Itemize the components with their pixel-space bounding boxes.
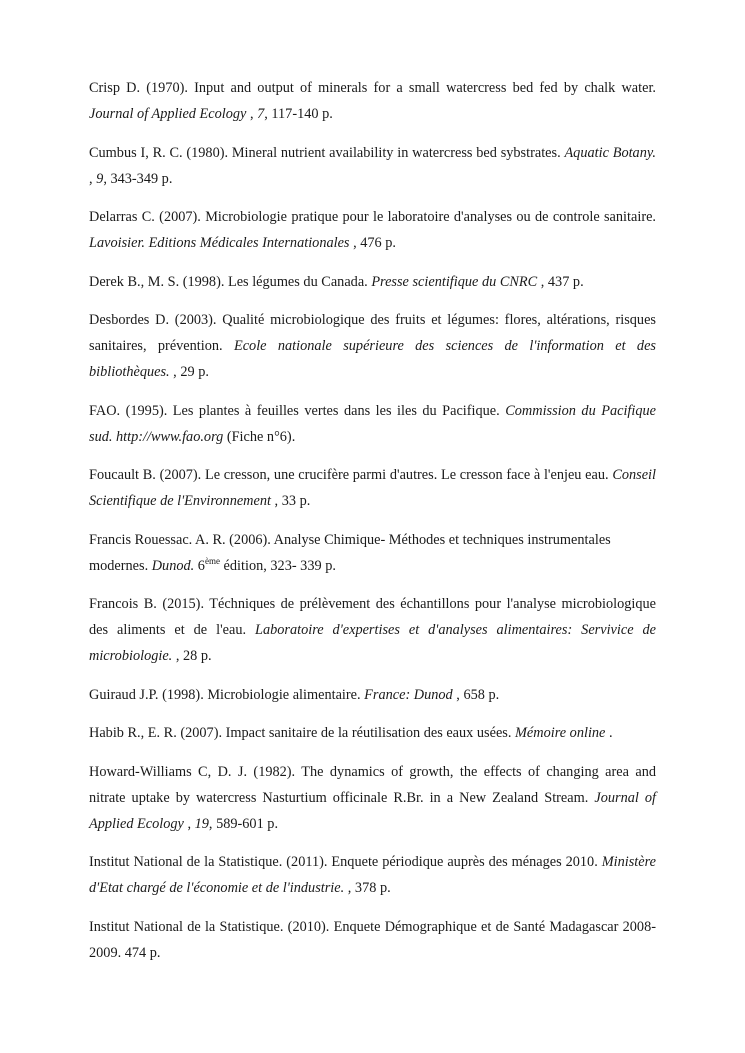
reference-entry [89,462,656,514]
reference-text: Desbordes D. (2003). Qualité microbiologique des fruits et légumes: flores, altérations, risques sanitaires, prévention. [89,312,656,354]
reference-text: , 29 p. [169,364,209,380]
reference-text: , 658 p. [452,686,500,703]
reference-entry [89,307,656,385]
reference-entry [89,398,656,450]
reference-italic-text: Commission du Pacifique sud. http://www.fao.org [89,402,657,445]
reference-text: Derek B., M. S. (1998). Les légumes du Canada. [89,273,372,290]
reference-entry [89,682,656,708]
reference-italic-text: Conseil Scientifique de l'Environnement [89,467,656,509]
reference-text: Francois B. (2015). Téchniques de prélèvement des échantillons pour l'analyse microbiologique des aliments et de l'eau. [89,596,656,638]
reference-entry [89,849,656,901]
reference-text: , [246,106,258,122]
reference-text: , 378 p. [344,880,391,896]
reference-italic-text: Dunod. [151,557,195,574]
reference-italic-text: Ministère d'Etat chargé de l'économie et de l'industrie. [89,854,656,896]
reference-text: , [89,170,97,187]
reference-text: . [605,725,613,741]
reference-entry [89,140,656,192]
reference-text: Cumbus I, R. C. (1980). Mineral nutrient availability in watercress bed sybstrates. [89,144,565,161]
reference-entry [89,269,656,295]
reference-italic-text: Journal of Applied Ecology [89,789,656,832]
reference-italic-text: Ecole nationale supérieure des sciences de l'information et des bibliothèques. [89,338,656,380]
reference-text: , 33 p. [270,493,311,509]
reference-text: Guiraud J.P. (1998). Microbiologie alimentaire. [89,686,365,703]
reference-text: , 117-140 p. [264,106,333,122]
reference-text: Crisp D. (1970). Input and output of minerals for a small watercress bed fed by chalk water. [89,80,656,96]
reference-text: (Fiche n°6). [223,428,296,445]
reference-text: Institut National de la Statistique. (2011). Enquete périodique auprès des ménages 2010. [89,854,602,870]
reference-entry [89,759,656,837]
reference-text: Foucault B. (2007). Le cresson, une crucifère parmi d'autres. Le cresson face à l'enjeu eau. [89,467,613,483]
reference-italic-text: Lavoisier. Editions Médicales Internationales [89,235,350,251]
reference-text: , 343-349 p. [103,170,173,187]
reference-italic-text: Laboratoire d'expertises et d'analyses alimentaires: Servivice de microbiologie. [89,622,656,664]
reference-text: édition, 323- 339 p. [219,557,336,574]
reference-text: 6 [194,557,205,574]
reference-text: , 589-601 p. [208,815,279,832]
reference-italic-text: Journal of Applied Ecology [89,106,247,122]
reference-text: Delarras C. (2007). Microbiologie pratique pour le laboratoire d'analyses ou de controle sanitaire. [89,209,656,225]
reference-entry [89,204,656,256]
reference-entry [89,75,656,127]
reference-italic-text: Presse scientifique du CNRC [371,273,538,290]
reference-italic-text: France: Dunod [364,686,453,703]
superscript-text: ème [204,555,220,566]
reference-text: Francis Rouessac. A. R. (2006). Analyse Chimique- Méthodes et techniques instrumentales modernes. [89,531,611,574]
reference-italic-text: 7 [257,106,265,122]
reference-entry [89,527,656,579]
reference-entry [89,914,656,966]
reference-italic-text: 19 [194,815,209,832]
reference-text: Habib R., E. R. (2007). Impact sanitaire de la réutilisation des eaux usées. [89,725,516,741]
reference-text: , 476 p. [349,235,396,251]
reference-italic-text: 9 [96,170,104,187]
reference-text: , 28 p. [172,648,212,664]
reference-text: FAO. (1995). Les plantes à feuilles vertes dans les iles du Pacifique. [89,402,506,419]
reference-list [89,75,656,966]
reference-text: Institut National de la Statistique. (2010). Enquete Démographique et de Santé Madagascar 2008-2009. 474 p. [89,918,656,961]
reference-text: , 437 p. [537,273,584,290]
reference-text: Howard-Williams C, D. J. (1982). The dynamics of growth, the effects of changing area and nitrate uptake by watercress Nasturtium officinale R.Br. in a New Zealand Stream. [89,763,656,806]
reference-entry [89,720,656,746]
reference-text: , [183,815,195,832]
reference-entry [89,591,656,669]
reference-italic-text: Aquatic Botany. [564,144,656,161]
reference-italic-text: Mémoire online [515,725,606,741]
